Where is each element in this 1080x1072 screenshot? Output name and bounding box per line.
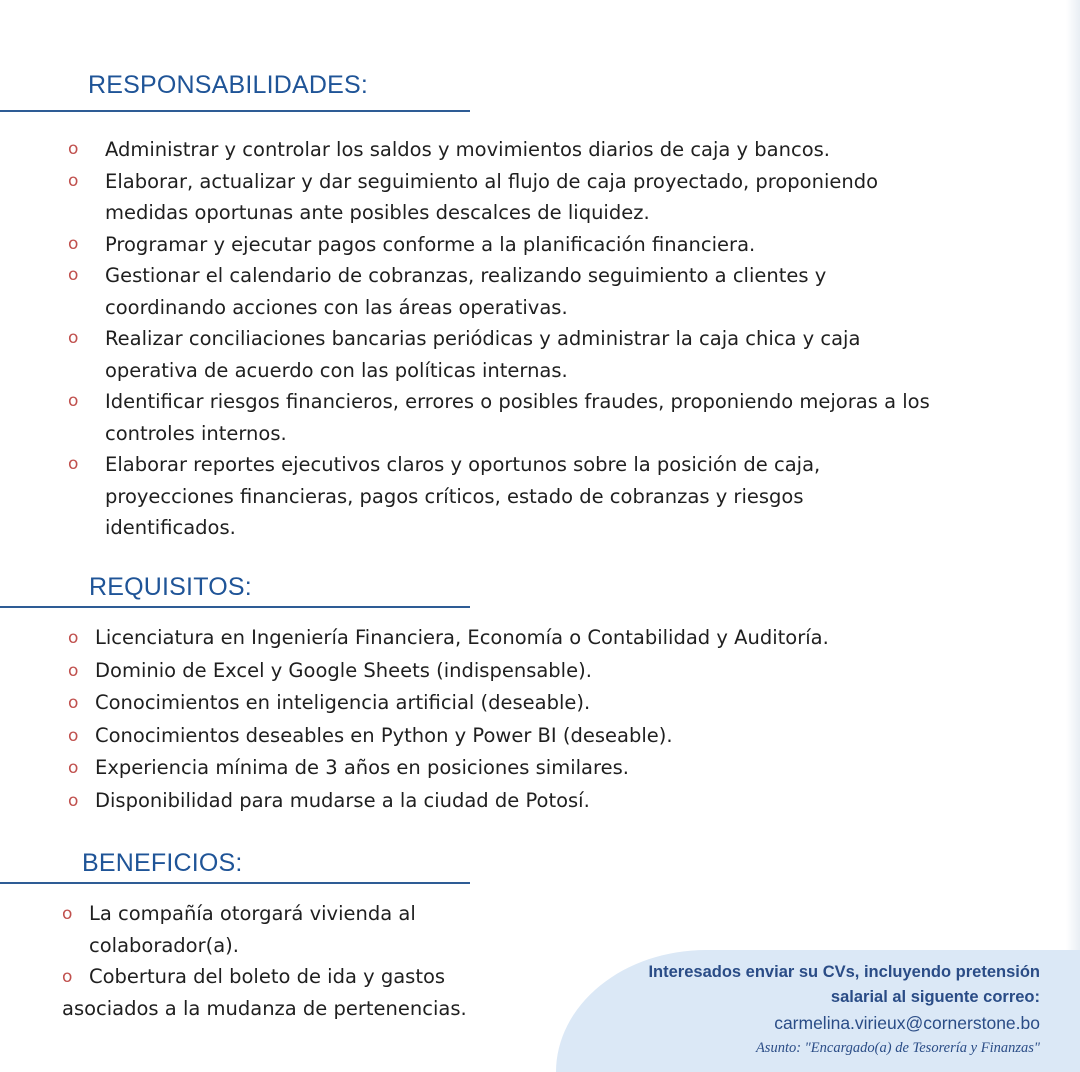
bullet-icon: o [62, 904, 73, 924]
list-item-text: Administrar y controlar los saldos y movimientos diarios de caja y bancos. [105, 138, 830, 161]
bullet-icon: o [68, 391, 79, 411]
list-item-text: Elaborar, actualizar y dar seguimiento al flujo de caja proyectado, proponiendo medidas oportunas ante posibles descalces de liquidez. [105, 169, 879, 224]
list-item-text: Licenciatura en Ingeniería Financiera, Economía o Contabilidad y Auditoría. [95, 626, 829, 649]
list-item [68, 655, 948, 688]
heading-rule-responsabilidades [0, 110, 470, 112]
heading-responsabilidades: RESPONSABILIDADES: [88, 71, 369, 99]
list-item-text: Realizar conciliaciones bancarias periódicas y administrar la caja chica y caja operativa de acuerdo con las políticas internas. [105, 327, 861, 382]
list-item [68, 134, 988, 166]
list-item [68, 720, 948, 753]
benefit-item-text: Cobertura del boleto de ida y gastos asociados a la mudanza de pertenencias. [62, 965, 467, 1020]
bullet-icon: o [68, 139, 79, 159]
bullet-icon: o [68, 328, 79, 348]
list-item-text: Identificar riesgos financieros, errores o posibles fraudes, proponiendo mejoras a los controles internos. [105, 390, 930, 445]
requisitos-list [68, 622, 948, 818]
contact-info [540, 960, 1040, 1060]
list-item-text: Conocimientos deseables en Python y Power BI (deseable). [95, 723, 673, 747]
list-item [68, 260, 945, 323]
list-item [68, 323, 955, 386]
list-item [68, 687, 948, 720]
list-item-text: Programar y ejecutar pagos conforme a la planificación financiera. [105, 232, 756, 256]
list-item [68, 386, 1020, 449]
list-item-text: Elaborar reportes ejecutivos claros y oportunos sobre la posición de caja, proyecciones financieras, pagos críticos, estado de cobranzas y riesgos identificados. [105, 453, 821, 539]
list-item [68, 622, 948, 655]
bullet-icon: o [62, 967, 73, 987]
heading-rule-requisitos [0, 606, 470, 608]
list-item [68, 752, 948, 785]
list-item-text: Dominio de Excel y Google Sheets (indispensable). [95, 658, 592, 682]
list-item-text: Gestionar el calendario de cobranzas, realizando seguimiento a clientes y coordinando acciones con las áreas operativas. [105, 264, 827, 319]
bullet-icon: o [68, 170, 79, 191]
bullet-icon: o [68, 454, 79, 474]
bullet-icon: o [68, 725, 79, 746]
heading-beneficios: BENEFICIOS: [82, 849, 243, 877]
heading-rule-beneficios [0, 882, 470, 884]
heading-requisitos: REQUISITOS: [89, 573, 252, 601]
bullet-icon: o [68, 628, 79, 648]
benefit-item [62, 898, 469, 961]
benefit-item-text: La compañía otorgará vivienda al colaborador(a). [89, 902, 416, 957]
list-item-text: Conocimientos en inteligencia artificial (deseable). [95, 691, 591, 715]
list-item-text: Disponibilidad para mudarse a la ciudad de Potosí. [95, 788, 590, 812]
bullet-icon: o [68, 660, 79, 681]
bullet-icon: o [68, 693, 79, 714]
contact-instructions-2: salarial al siguente correo: [830, 988, 1040, 1006]
email-subject: Asunto: "Encargado(a) de Tesorería y Finanzas" [755, 1040, 1040, 1056]
bullet-icon: o [68, 233, 79, 254]
list-item [68, 166, 948, 229]
list-item-text: Experiencia mínima de 3 años en posiciones similares. [95, 756, 629, 780]
contact-email[interactable]: carmelina.virieux@cornerstone.bo [774, 1013, 1040, 1033]
list-item [68, 785, 948, 818]
list-item [68, 229, 988, 261]
page-edge-shadow [1066, 0, 1080, 1072]
responsabilidades-list [68, 134, 988, 544]
bullet-icon: o [68, 265, 79, 285]
contact-instructions: Interesados enviar su CVs, incluyendo pretensión [648, 963, 1040, 981]
benefit-item [62, 961, 502, 1024]
bullet-icon: o [68, 790, 79, 811]
bullet-icon: o [68, 758, 79, 779]
list-item [68, 449, 935, 544]
